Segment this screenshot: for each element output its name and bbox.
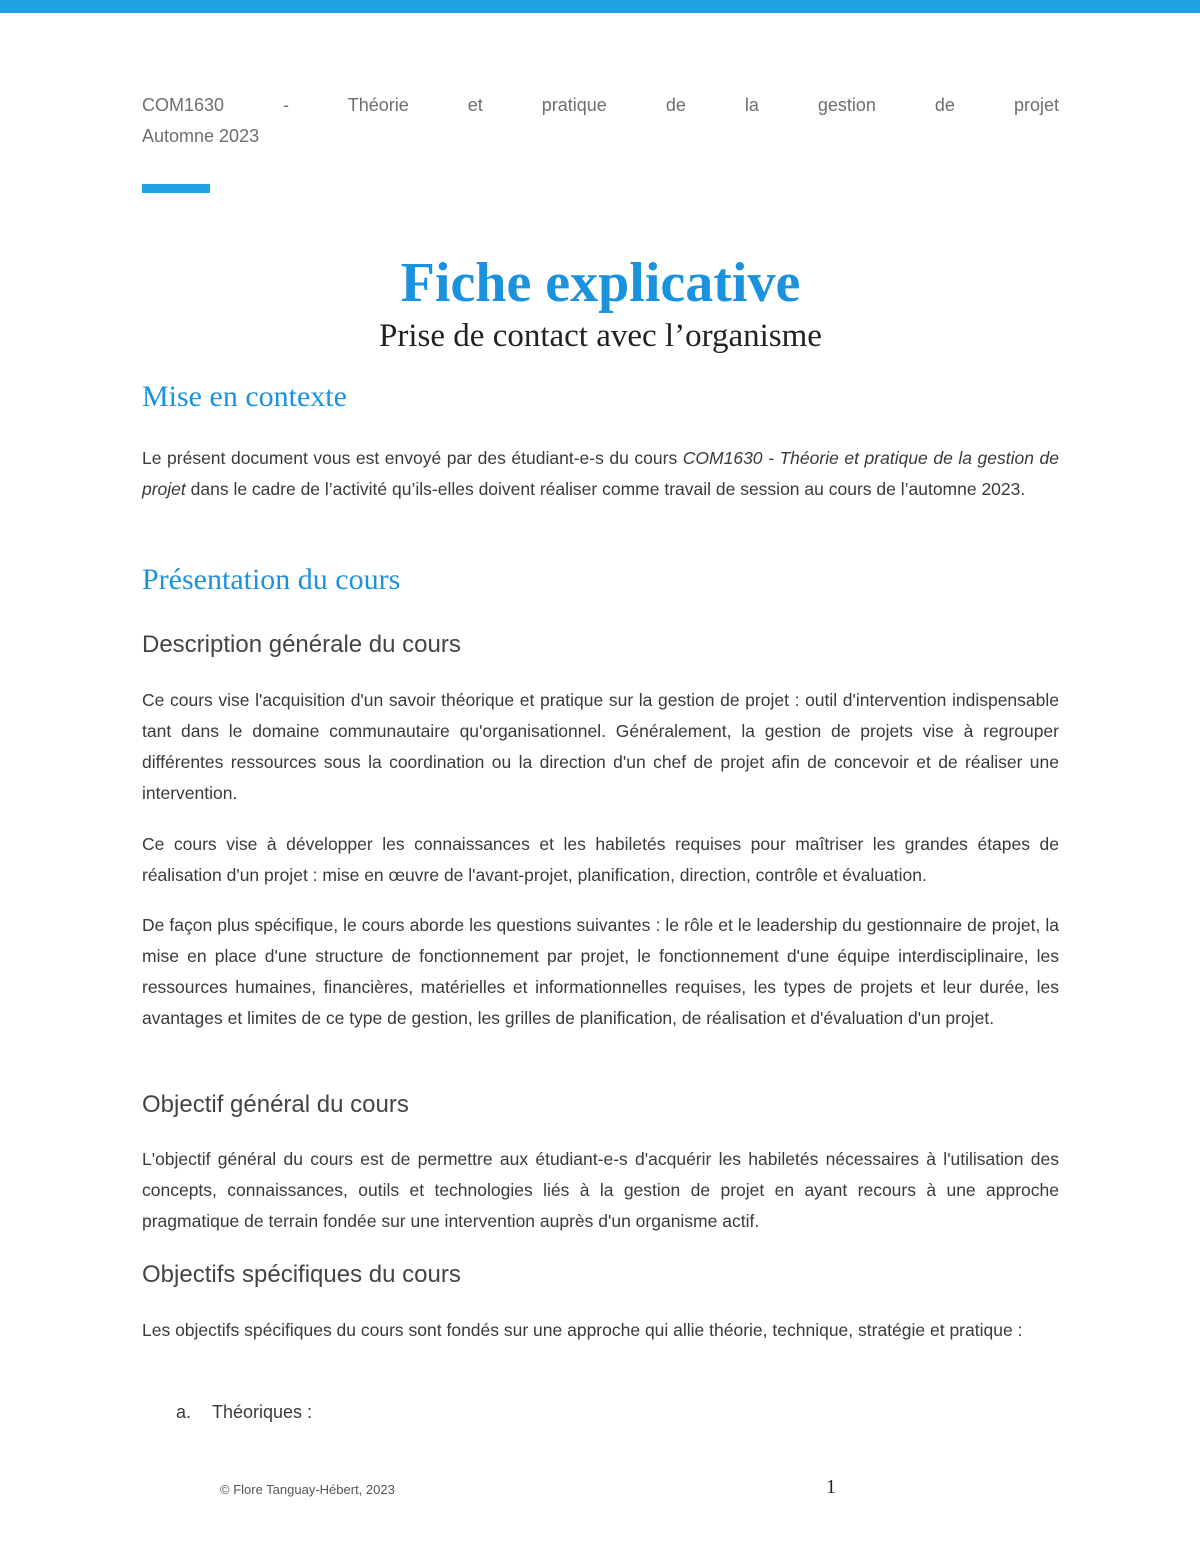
context-text-end: dans le cadre de l’activité qu’ils-elles doivent réaliser comme travail de session au cours de l’automne 2023. <box>185 479 1026 499</box>
course-header <box>142 90 1059 152</box>
course-header-semester: Automne 2023 <box>142 126 260 146</box>
subsection-heading-general-objective: Objectif général du cours <box>142 1091 409 1118</box>
specific-objectives-paragraph: Les objectifs spécifiques du cours sont fondés sur une approche qui allie théorie, technique, stratégie et pratique : <box>142 1320 1023 1340</box>
list-item <box>176 1397 312 1427</box>
context-paragraph <box>142 443 1059 505</box>
section-heading-course: Présentation du cours <box>142 563 401 596</box>
header-word: projet <box>1013 95 1059 115</box>
document-subtitle: Prise de contact avec l’organisme <box>379 318 822 354</box>
description-paragraph-1: Ce cours vise l'acquisition d'un savoir théorique et pratique sur la gestion de projet : outil d'intervention indispensable tant dans le domaine communautaire qu'organisationnel. Généralement, la gestion de projets vise à regrouper différentes ressources sous la coordination ou la direction d'un chef de projet afin de concevoir et de réaliser une intervention. <box>142 690 1059 803</box>
document-title: Fiche explicative <box>400 252 801 314</box>
footer-copyright: © Flore Tanguay-Hébert, 2023 <box>220 1482 395 1497</box>
description-paragraph-3: De façon plus spécifique, le cours aborde les questions suivantes : le rôle et le leadership du gestionnaire de projet, la mise en place d'une structure de fonctionnement par projet, le fonctionnement d'une équipe interdisciplinaire, les ressources humaines, financières, matérielles et informationnelles requises, les types de projets et leur durée, les avantages et limites de ce type de gestion, les grilles de planification, de réalisation et d'évaluation d'un projet. <box>142 915 1059 1028</box>
context-text-start: Le présent document vous est envoyé par des étudiant-e-s du cours <box>142 448 683 468</box>
list-item-text: Théoriques : <box>212 1402 313 1422</box>
course-name-italic: COM1630 - Théorie et pratique de la gestion de projet <box>142 448 1060 499</box>
header-word: gestion <box>817 95 876 115</box>
header-word: pratique <box>541 95 607 115</box>
list-marker: a. <box>176 1402 192 1422</box>
description-paragraph-2: Ce cours vise à développer les connaissances et les habiletés requises pour maîtriser les grandes étapes de réalisation d'un projet : mise en œuvre de l'avant-projet, planification, direction, contrôle et évaluation. <box>142 834 1059 885</box>
footer-page-number: 1 <box>826 1476 836 1498</box>
subsection-heading-specific-objectives: Objectifs spécifiques du cours <box>142 1261 461 1288</box>
general-objective-paragraph: L'objectif général du cours est de permettre aux étudiant-e-s d'acquérir les habiletés nécessaires à l'utilisation des concepts, connaissances, outils et technologies liés à la gestion de projet en ayant recours à une approche pragmatique de terrain fondée sur une intervention auprès d'un organisme actif. <box>142 1149 1059 1231</box>
header-word: et <box>467 95 483 115</box>
header-accent-rule <box>142 184 210 193</box>
header-word: COM1630 <box>142 95 225 115</box>
header-word: de <box>934 95 955 115</box>
top-accent-bar <box>0 0 1200 13</box>
header-word: Théorie <box>347 95 409 115</box>
header-word: de <box>665 95 686 115</box>
course-header-line1 <box>142 90 1059 121</box>
subsection-heading-description: Description générale du cours <box>142 631 461 658</box>
header-word: - <box>283 95 290 115</box>
section-heading-context: Mise en contexte <box>142 380 347 413</box>
header-word: la <box>744 95 759 115</box>
